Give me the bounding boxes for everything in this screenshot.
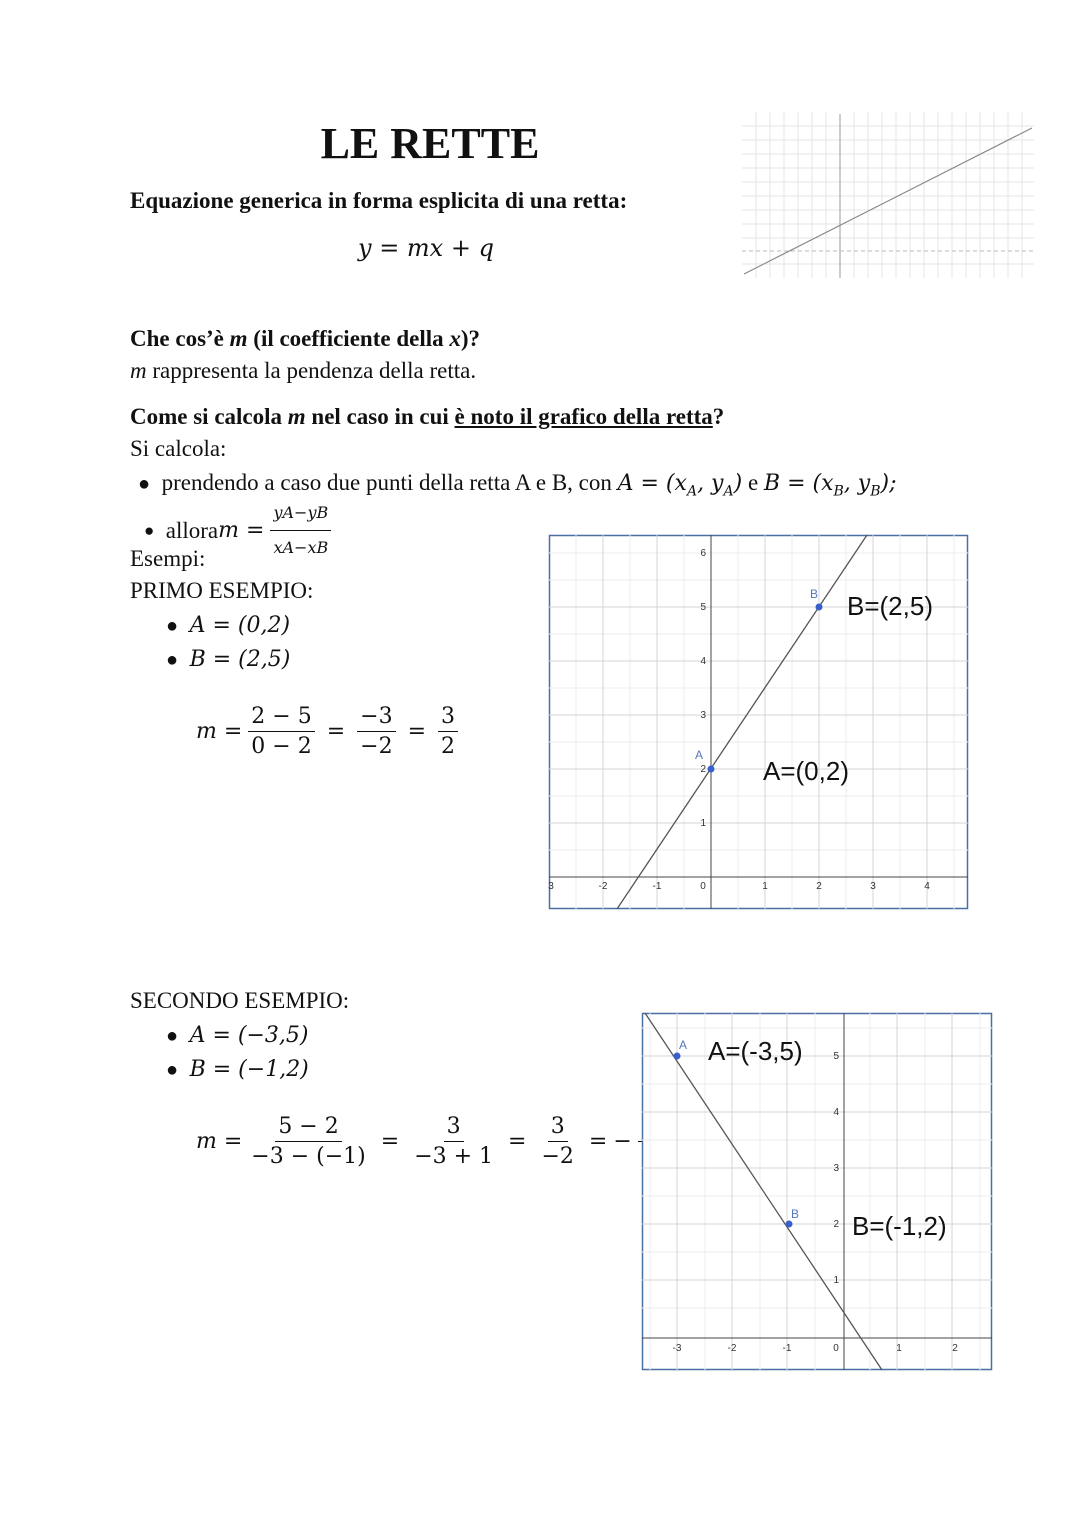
intro-graph (742, 112, 1034, 278)
svg-text:0: 0 (700, 881, 706, 892)
example1-point-b-marker: B (810, 587, 819, 601)
svg-text:5: 5 (833, 1051, 839, 1062)
example2-point-a: ● A = (−3,5) (166, 1023, 309, 1048)
page-title: LE RETTE (320, 119, 540, 168)
example2-calculation: m = $\frac{5 - 2}{-3 - (-1)}$ = $\frac{3}{-3 + 1}$ = $\frac{3}{-2}$ = − (196, 1114, 664, 1169)
what-is-m-answer: m rappresenta la pendenza della retta. (130, 358, 477, 383)
example1-calculation: m = $\frac{2 - 5}{0 - 2}$ = $\frac{-3}{-2}$ = $\frac{3}{2}$ (196, 704, 464, 759)
svg-text:1: 1 (896, 1343, 902, 1354)
svg-text:4: 4 (700, 656, 706, 667)
svg-text:-1: -1 (652, 881, 662, 892)
svg-text:4: 4 (833, 1107, 839, 1118)
example2-label: SECONDO ESEMPIO: (130, 988, 350, 1013)
example1-point-a-marker: A (695, 748, 704, 762)
svg-text:2: 2 (816, 881, 822, 892)
bullet-2: ● allora m = $\frac{yA-yB}{xA-xB}$ (144, 498, 337, 563)
how-to-intro: Si calcola: (130, 436, 227, 461)
svg-text:-3: -3 (672, 1343, 682, 1354)
svg-text:3: 3 (700, 710, 706, 721)
example1-graph (549, 535, 968, 909)
svg-text:-1: -1 (782, 1343, 792, 1354)
example2-point-b: ● B = (−1,2) (166, 1057, 309, 1082)
example2-label-b: B=(-1,2) (852, 1211, 947, 1241)
svg-text:1: 1 (833, 1275, 839, 1286)
svg-text:0: 0 (833, 1343, 839, 1354)
intro-heading: Equazione generica in forma esplicita di una retta: (130, 188, 628, 213)
example1-label: PRIMO ESEMPIO: (130, 578, 314, 603)
svg-text:3: 3 (870, 881, 876, 892)
example2-point-b-marker: B (791, 1207, 800, 1221)
what-is-m-heading: Che cos’è m (il coefficiente della x)? (130, 326, 481, 351)
svg-text:2: 2 (700, 764, 706, 775)
example1-label-a: A=(0,2) (763, 756, 849, 786)
example1-label-b: B=(2,5) (847, 591, 933, 621)
svg-text:4: 4 (924, 881, 930, 892)
svg-text:2: 2 (952, 1343, 958, 1354)
example2-graph (642, 1013, 992, 1370)
svg-text:3: 3 (833, 1163, 839, 1174)
example1-point-b: ● B = (2,5) (166, 647, 291, 672)
slope-formula: $\frac{yA-yB}{xA-xB}$ (270, 498, 331, 563)
svg-text:6: 6 (700, 548, 706, 559)
example2-label-a: A=(-3,5) (708, 1036, 803, 1066)
svg-text:5: 5 (700, 602, 706, 613)
general-equation: y = mx + q (358, 234, 494, 262)
svg-text:3: 3 (548, 881, 554, 892)
svg-text:2: 2 (833, 1219, 839, 1230)
svg-text:1: 1 (762, 881, 768, 892)
svg-text:-2: -2 (727, 1343, 737, 1354)
how-to-heading: Come si calcola m nel caso in cui è noto il grafico della retta? (130, 404, 725, 429)
svg-text:1: 1 (700, 818, 706, 829)
examples-label: Esempi: (130, 546, 206, 571)
example2-point-a-marker: A (679, 1038, 688, 1052)
svg-text:-2: -2 (598, 881, 608, 892)
example1-point-a: ● A = (0,2) (166, 613, 291, 638)
bullet-1: ● prendendo a caso due punti della retta A e B, con $A = (x_A$, $y_A$) e $B = (x_B$, $y_B$); (138, 470, 897, 500)
